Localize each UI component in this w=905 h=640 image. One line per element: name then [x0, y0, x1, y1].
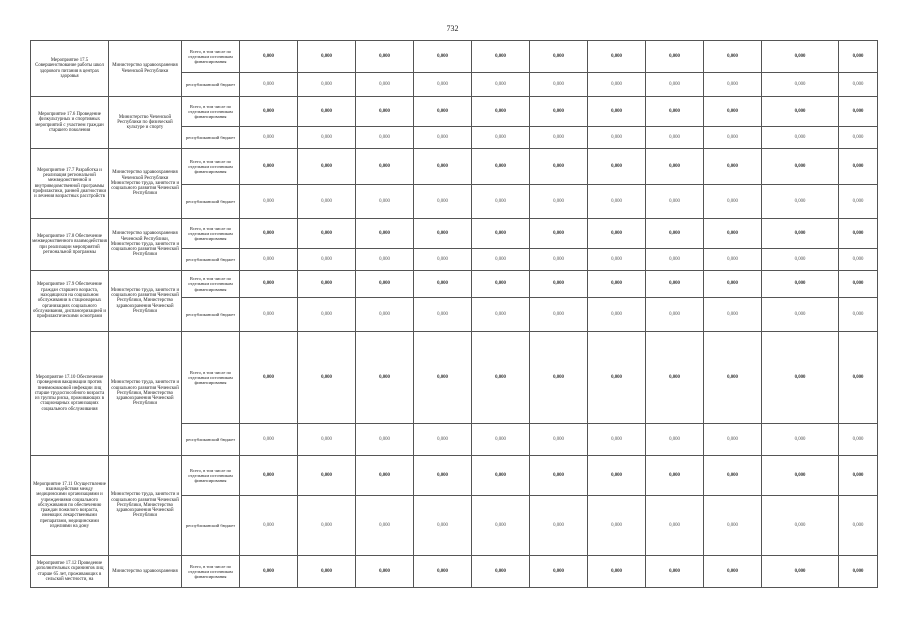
funding-source-total: Всего, в том числе по отдельным источникам финансирования — [182, 456, 240, 496]
amount-cell: 0,000 — [298, 496, 356, 556]
amount-cell: 0,000 — [240, 149, 298, 185]
amount-cell: 0,000 — [356, 332, 414, 424]
amount-cell: 0,000 — [356, 556, 414, 588]
amount-cell: 0,000 — [530, 97, 588, 127]
amount-cell: 0,000 — [839, 298, 878, 332]
amount-cell: 0,000 — [646, 424, 704, 456]
amount-cell: 0,000 — [472, 271, 530, 298]
funding-source-total: Всего, в том числе по отдельным источникам финансирования — [182, 41, 240, 73]
amount-cell: 0,000 — [356, 149, 414, 185]
amount-cell: 0,000 — [240, 41, 298, 73]
amount-cell: 0,000 — [704, 127, 762, 149]
amount-cell: 0,000 — [356, 271, 414, 298]
amount-cell: 0,000 — [414, 332, 472, 424]
amount-cell: 0,000 — [588, 456, 646, 496]
amount-cell: 0,000 — [839, 41, 878, 73]
amount-cell: 0,000 — [530, 249, 588, 271]
amount-cell: 0,000 — [240, 73, 298, 97]
amount-cell: 0,000 — [298, 424, 356, 456]
amount-cell: 0,000 — [356, 127, 414, 149]
activity-name: Мероприятие 17.6 Проведение физкультурных и спортивных мероприятий с участием граждан старшего поколения — [31, 97, 109, 149]
amount-cell: 0,000 — [762, 97, 839, 127]
executor-name: Министерство труда, занятости и социального развития Чеченской Республики, Министерство здравоохранения Чеченской Республики — [109, 271, 182, 332]
amount-cell: 0,000 — [646, 271, 704, 298]
activity-name: Мероприятие 17.11 Осуществление взаимодействия между медицинскими организациями и учреждениями социального обслуживания по обеспечению граждан пожилого возраста, имеющих лекарственными препаратами, медицинскими изделиями на дому — [31, 456, 109, 556]
activity-name: Мероприятие 17.9 Обеспечение граждан старшего возраста, находящихся на социальном обслуживании в стационарных организациях социального обслуживания, диспансеризацией и профилактическими осмотрами — [31, 271, 109, 332]
amount-cell: 0,000 — [762, 73, 839, 97]
amount-cell: 0,000 — [472, 73, 530, 97]
amount-cell: 0,000 — [472, 496, 530, 556]
table-row — [31, 556, 878, 588]
amount-cell: 0,000 — [762, 127, 839, 149]
executor-name: Министерство здравоохранения — [109, 556, 182, 588]
amount-cell: 0,000 — [762, 149, 839, 185]
amount-cell: 0,000 — [414, 496, 472, 556]
amount-cell: 0,000 — [472, 298, 530, 332]
amount-cell: 0,000 — [588, 185, 646, 219]
amount-cell: 0,000 — [240, 97, 298, 127]
amount-cell: 0,000 — [839, 97, 878, 127]
amount-cell: 0,000 — [298, 249, 356, 271]
amount-cell: 0,000 — [298, 73, 356, 97]
amount-cell: 0,000 — [588, 149, 646, 185]
amount-cell: 0,000 — [839, 424, 878, 456]
table-row — [31, 456, 878, 496]
amount-cell: 0,000 — [530, 456, 588, 496]
budget-table — [30, 40, 878, 595]
amount-cell: 0,000 — [646, 149, 704, 185]
amount-cell: 0,000 — [704, 456, 762, 496]
amount-cell: 0,000 — [646, 249, 704, 271]
amount-cell: 0,000 — [646, 41, 704, 73]
budget-table-sheet — [30, 40, 878, 595]
table-row — [31, 97, 878, 127]
amount-cell: 0,000 — [704, 298, 762, 332]
funding-source-total: Всего, в том числе по отдельным источникам финансирования — [182, 271, 240, 298]
table-row-continuation — [31, 588, 878, 596]
amount-cell: 0,000 — [704, 249, 762, 271]
amount-cell: 0,000 — [240, 127, 298, 149]
table-row — [31, 149, 878, 185]
amount-cell: 0,000 — [298, 127, 356, 149]
amount-cell: 0,000 — [839, 73, 878, 97]
funding-source-total: Всего, в том числе по отдельным источникам финансирования — [182, 149, 240, 185]
amount-cell: 0,000 — [356, 97, 414, 127]
amount-cell: 0,000 — [298, 271, 356, 298]
amount-cell: 0,000 — [240, 456, 298, 496]
amount-cell: 0,000 — [704, 219, 762, 249]
amount-cell: 0,000 — [839, 249, 878, 271]
amount-cell: 0,000 — [240, 496, 298, 556]
amount-cell: 0,000 — [762, 249, 839, 271]
amount-cell: 0,000 — [356, 41, 414, 73]
amount-cell: 0,000 — [588, 496, 646, 556]
amount-cell: 0,000 — [839, 271, 878, 298]
amount-cell: 0,000 — [646, 185, 704, 219]
amount-cell: 0,000 — [588, 97, 646, 127]
funding-source-republic: республиканский бюджет — [182, 249, 240, 271]
amount-cell: 0,000 — [530, 127, 588, 149]
amount-cell: 0,000 — [704, 73, 762, 97]
amount-cell: 0,000 — [414, 271, 472, 298]
amount-cell: 0,000 — [704, 271, 762, 298]
funding-source-total: Всего, в том числе по отдельным источникам финансирования — [182, 219, 240, 249]
amount-cell: 0,000 — [240, 556, 298, 588]
amount-cell: 0,000 — [530, 149, 588, 185]
amount-cell: 0,000 — [472, 127, 530, 149]
amount-cell: 0,000 — [646, 298, 704, 332]
amount-cell: 0,000 — [414, 149, 472, 185]
amount-cell: 0,000 — [530, 271, 588, 298]
amount-cell: 0,000 — [240, 332, 298, 424]
funding-source-republic: республиканский бюджет — [182, 298, 240, 332]
amount-cell: 0,000 — [588, 73, 646, 97]
amount-cell: 0,000 — [588, 127, 646, 149]
amount-cell: 0,000 — [588, 424, 646, 456]
amount-cell: 0,000 — [704, 149, 762, 185]
amount-cell: 0,000 — [588, 556, 646, 588]
amount-cell: 0,000 — [839, 149, 878, 185]
amount-cell: 0,000 — [530, 298, 588, 332]
amount-cell: 0,000 — [472, 424, 530, 456]
blank-cell — [31, 588, 839, 596]
amount-cell: 0,000 — [704, 556, 762, 588]
amount-cell: 0,000 — [646, 556, 704, 588]
amount-cell: 0,000 — [414, 97, 472, 127]
amount-cell: 0,000 — [762, 496, 839, 556]
amount-cell: 0,000 — [762, 556, 839, 588]
amount-cell: 0,000 — [530, 332, 588, 424]
amount-cell: 0,000 — [839, 127, 878, 149]
amount-cell: 0,000 — [356, 73, 414, 97]
funding-source-republic: республиканский бюджет — [182, 424, 240, 456]
activity-name: Мероприятие 17.5 Совершенствование работы школ здорового питания в центрах здоровья — [31, 41, 109, 97]
amount-cell: 0,000 — [839, 219, 878, 249]
funding-source-republic: республиканский бюджет — [182, 73, 240, 97]
amount-cell: 0,000 — [356, 219, 414, 249]
amount-cell: 0,000 — [588, 298, 646, 332]
amount-cell: 0,000 — [414, 556, 472, 588]
funding-source-total: Всего, в том числе по отдельным источникам финансирования — [182, 556, 240, 588]
amount-cell: 0,000 — [356, 249, 414, 271]
amount-cell: 0,000 — [414, 41, 472, 73]
amount-cell: 0,000 — [414, 249, 472, 271]
page-number: 732 — [446, 24, 459, 33]
amount-cell: 0,000 — [646, 127, 704, 149]
amount-cell: 0,000 — [414, 298, 472, 332]
amount-cell: 0,000 — [839, 185, 878, 219]
amount-cell: 0,000 — [588, 249, 646, 271]
executor-name: Министерство здравоохранения Чеченской Республики — [109, 41, 182, 97]
amount-cell: 0,000 — [762, 332, 839, 424]
funding-source-republic: республиканский бюджет — [182, 185, 240, 219]
amount-cell: 0,000 — [298, 185, 356, 219]
amount-cell: 0,000 — [646, 456, 704, 496]
amount-cell: 0,000 — [414, 127, 472, 149]
amount-cell: 0,000 — [298, 97, 356, 127]
amount-cell: 0,000 — [298, 41, 356, 73]
amount-cell: 0,000 — [298, 332, 356, 424]
amount-cell: 0,000 — [839, 556, 878, 588]
activity-name: Мероприятие 17.8 Обеспечение межведомственного взаимодействия при реализации мероприятий региональной программы — [31, 219, 109, 271]
amount-cell: 0,000 — [472, 41, 530, 73]
amount-cell: 0,000 — [588, 219, 646, 249]
funding-source-republic: республиканский бюджет — [182, 127, 240, 149]
amount-cell: 0,000 — [530, 73, 588, 97]
amount-cell: 0,000 — [588, 271, 646, 298]
amount-cell: 0,000 — [298, 149, 356, 185]
amount-cell: 0,000 — [704, 97, 762, 127]
executor-name: Министерство труда, занятости и социального развития Чеченской Республики, Министерство здравоохранения Чеченской Республики — [109, 456, 182, 556]
amount-cell: 0,000 — [762, 271, 839, 298]
amount-cell: 0,000 — [356, 456, 414, 496]
amount-cell: 0,000 — [298, 298, 356, 332]
amount-cell: 0,000 — [356, 298, 414, 332]
amount-cell: 0,000 — [762, 219, 839, 249]
amount-cell: 0,000 — [472, 332, 530, 424]
amount-cell: 0,000 — [414, 73, 472, 97]
amount-cell: 0,000 — [472, 456, 530, 496]
executor-name: Министерство здравоохранения Чеченской Республики Министерство труда, занятости и социального развития Чеченской Республики — [109, 149, 182, 219]
amount-cell: 0,000 — [414, 424, 472, 456]
funding-source-total: Всего, в том числе по отдельным источникам финансирования — [182, 332, 240, 424]
amount-cell: 0,000 — [472, 149, 530, 185]
amount-cell: 0,000 — [762, 298, 839, 332]
amount-cell: 0,000 — [646, 97, 704, 127]
amount-cell: 0,000 — [356, 185, 414, 219]
amount-cell: 0,000 — [472, 219, 530, 249]
amount-cell: 0,000 — [530, 185, 588, 219]
amount-cell: 0,000 — [704, 496, 762, 556]
amount-cell: 0,000 — [588, 332, 646, 424]
amount-cell: 0,000 — [839, 332, 878, 424]
amount-cell: 0,000 — [414, 185, 472, 219]
table-row — [31, 41, 878, 73]
amount-cell: 0,000 — [588, 41, 646, 73]
activity-name: Мероприятие 17.7 Разработка и реализация региональной межведомственной и внутриведомственной программы профилактики, ранней диагностики и лечения возрастных расстройств — [31, 149, 109, 219]
amount-cell: 0,000 — [762, 41, 839, 73]
amount-cell: 0,000 — [646, 496, 704, 556]
amount-cell: 0,000 — [472, 97, 530, 127]
amount-cell: 0,000 — [414, 456, 472, 496]
amount-cell: 0,000 — [646, 219, 704, 249]
executor-name: Министерство Чеченской Республики по физической культуре и спорту — [109, 97, 182, 149]
amount-cell: 0,000 — [530, 496, 588, 556]
amount-cell: 0,000 — [240, 249, 298, 271]
funding-source-total: Всего, в том числе по отдельным источникам финансирования — [182, 97, 240, 127]
amount-cell: 0,000 — [356, 424, 414, 456]
amount-cell: 0,000 — [240, 185, 298, 219]
amount-cell: 0,000 — [298, 219, 356, 249]
amount-cell: 0,000 — [298, 556, 356, 588]
amount-cell: 0,000 — [762, 185, 839, 219]
amount-cell: 0,000 — [472, 556, 530, 588]
executor-name: Министерство труда, занятости и социального развития Чеченской Республики, Министерство здравоохранения Чеченской Республики — [109, 332, 182, 456]
amount-cell: 0,000 — [646, 73, 704, 97]
amount-cell: 0,000 — [530, 41, 588, 73]
amount-cell: 0,000 — [240, 424, 298, 456]
amount-cell: 0,000 — [472, 185, 530, 219]
funding-source-republic: республиканский бюджет — [182, 496, 240, 556]
amount-cell: 0,000 — [356, 496, 414, 556]
amount-cell: 0,000 — [839, 456, 878, 496]
amount-cell: 0,000 — [240, 219, 298, 249]
executor-name: Министерство здравоохранения Чеченской Республики, Министерство труда, занятости и социального развития Чеченской Республики — [109, 219, 182, 271]
amount-cell: 0,000 — [646, 332, 704, 424]
table-row — [31, 271, 878, 298]
table-row — [31, 332, 878, 424]
amount-cell: 0,000 — [704, 185, 762, 219]
amount-cell: 0,000 — [298, 456, 356, 496]
activity-name: Мероприятие 17.12 Проведение дополнительных скринингов лиц старше 65 лет, проживающих в сельской местности, на — [31, 556, 109, 588]
amount-cell: 0,000 — [530, 556, 588, 588]
amount-cell: 0,000 — [240, 271, 298, 298]
table-row — [31, 219, 878, 249]
amount-cell: 0,000 — [240, 298, 298, 332]
amount-cell: 0,000 — [472, 249, 530, 271]
amount-cell: 0,000 — [704, 41, 762, 73]
amount-cell: 0,000 — [530, 424, 588, 456]
amount-cell: 0,000 — [704, 424, 762, 456]
amount-cell: 0,000 — [762, 456, 839, 496]
amount-cell: 0,000 — [530, 219, 588, 249]
amount-cell: 0,000 — [839, 496, 878, 556]
amount-cell: 0,000 — [414, 219, 472, 249]
activity-name: Мероприятие 17.10 Обеспечение проведения вакцинации против пневмококковой инфекции лиц старше трудоспособного возраста из группы риска, проживающих в стационарных организациях социального обслуживания — [31, 332, 109, 456]
amount-cell: 0,000 — [762, 424, 839, 456]
amount-cell: 0,000 — [704, 332, 762, 424]
